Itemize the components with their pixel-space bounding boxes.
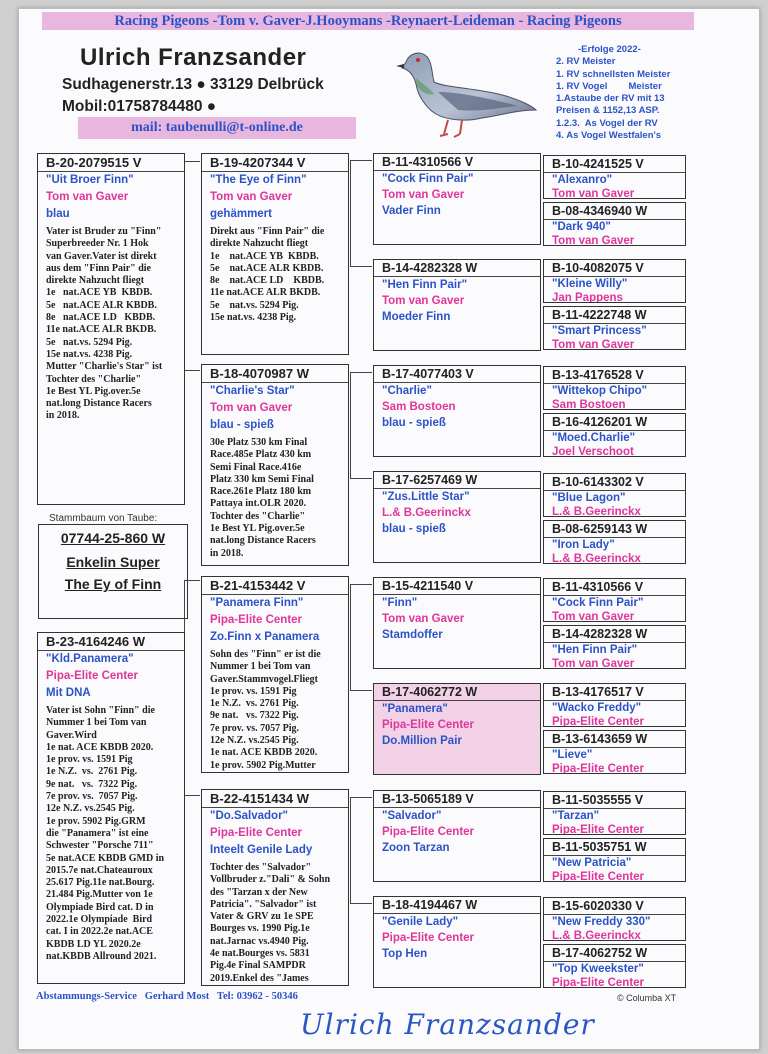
ring-number: B-13-6143659 W [552, 732, 679, 748]
pigeon-info: Vader Finn [382, 205, 441, 217]
pedigree-box-great-grandparent [373, 153, 541, 245]
pigeon-name: "Uit Broer Finn" [46, 174, 134, 186]
breeder-name: Sam Bostoen [552, 399, 626, 410]
success-line: 4. As Vogel Westfalen's [556, 130, 662, 142]
success-line: 1.2.3. As Vogel der RV [556, 117, 658, 129]
owner-mobile: Mobil:01758784480 ● [62, 98, 217, 115]
top-banner-text: Racing Pigeons -Tom v. Gaver-J.Hooymans -Reynaert-Leideman - Racing Pigeons [114, 13, 622, 29]
breeder-name: Tom van Gaver [552, 611, 635, 622]
pedigree-box-great-great-grandparent [543, 520, 686, 564]
pigeon-name: "New Freddy 330" [552, 916, 651, 928]
pigeon-info: Do.Million Pair [382, 735, 462, 747]
pigeon-name: "Cock Finn Pair" [382, 173, 474, 185]
ring-number: B-10-4082075 V [552, 261, 679, 277]
pigeon-info: Moeder Finn [382, 311, 451, 323]
pigeon-info: Top Hen [382, 948, 428, 960]
ring-number: B-10-4241525 V [552, 157, 679, 173]
breeder-name: Pipa-Elite Center [46, 670, 139, 682]
pedigree-box-grandparent [201, 364, 349, 566]
breeder-name: Pipa-Elite Center [552, 977, 645, 988]
owner-name: Ulrich Franzsander [80, 44, 307, 71]
connector-line [350, 690, 372, 691]
ring-number: B-18-4194467 W [382, 898, 534, 914]
pigeon-name: "New Patricia" [552, 857, 632, 869]
pedigree-box-great-grandparent [373, 790, 541, 882]
pedigree-box-grandparent [201, 153, 349, 355]
breeder-name: L.& B.Geerinckx [552, 506, 641, 517]
owner-address: Sudhagenerstr.13 ● 33129 Delbrück [62, 76, 324, 93]
pigeon-name: "Blue Lagon" [552, 492, 626, 504]
stammbaum-ring: 07744-25-860 W [60, 530, 166, 546]
pigeon-description: Direkt aus "Finn Pair" die direkte Nahzucht fliegt 1e nat.ACE YB KBDB. 5e nat.ACE ALR KBDB. 8e nat.ACE LD KBDB. 11e nat.ACE ALR BKDB. 5e nat.vs. 5294 Pig. 15e nat.vs. 4238 Pig. [210, 226, 325, 324]
connector-line [350, 584, 372, 585]
pedigree-box-great-great-grandparent [543, 791, 686, 835]
ring-number: B-17-6257469 W [382, 473, 534, 489]
connector-line [350, 372, 372, 373]
pigeon-info: Inteelt Genile Lady [210, 844, 313, 856]
breeder-name: L.& B.Geerinckx [552, 930, 641, 941]
ring-number: B-13-5065189 V [382, 792, 534, 808]
pedigree-box-great-great-grandparent [543, 259, 686, 303]
breeder-name: Pipa-Elite Center [552, 871, 645, 882]
breeder-name: Tom van Gaver [46, 191, 129, 203]
ring-number: B-13-4176528 V [552, 368, 679, 384]
connector-line [350, 797, 372, 798]
ring-number: B-14-4282328 W [552, 627, 679, 643]
success-line: 2. RV Meister [556, 56, 616, 68]
ring-number: B-18-4070987 W [210, 366, 342, 383]
pigeon-description: Vater ist Sohn "Finn" die Nummer 1 bei Tom van Gaver.Wird 1e nat. ACE KBDB 2020. 1e prov. vs. 1591 Pig 1e N.Z. vs. 2761 Pig. 9e nat. vs. 7322 Pig. 7e prov. vs. 7057 Pig. 12e N.Z. vs.2545 Pig. 1e prov. 5902 Pig.GRM die "Panamera" ist eine Schwester "Porsche 711" 5e nat.ACE KBDB GMD in 2015.7e nat.Chateauroux 25.617 Pig.11e nat.Bourg. 21.484 Pig.Mutter von 1e Olympiade Bird cat. D in 2022.1e Olympiade Bird cat. I in 2022.2e nat.ACE KBDB LD YL 2020.2e nat.KBDB Allround 2021. [46, 705, 165, 962]
pedigree-box-great-grandparent [373, 577, 541, 669]
footer-copyright: © Columba XT [617, 993, 677, 1003]
connector-line [184, 161, 200, 162]
pigeon-info: Stamdoffer [382, 629, 443, 641]
pigeon-name: "Kleine Willy" [552, 278, 628, 290]
pigeon-info: Mit DNA [46, 687, 91, 699]
signature: Ulrich Franzsander [300, 1008, 595, 1041]
pedigree-box-great-great-grandparent [543, 155, 686, 199]
breeder-name: L.& B.Geerinckx [552, 553, 641, 564]
breeder-name: Pipa-Elite Center [382, 719, 475, 731]
breeder-name: Pipa-Elite Center [210, 614, 303, 626]
breeder-name: Tom van Gaver [382, 613, 465, 625]
pigeon-name: "Kld.Panamera" [46, 653, 134, 665]
top-banner [42, 12, 694, 30]
connector-line [350, 797, 351, 904]
pedigree-box-great-great-grandparent [543, 944, 686, 988]
pigeon-name: "Salvador" [382, 810, 442, 822]
pigeon-name: "Hen Finn Pair" [552, 644, 638, 656]
pigeon-info: blau - spieß [382, 523, 446, 535]
breeder-name: Pipa-Elite Center [552, 763, 645, 774]
stammbaum-line1: Enkelin Super [66, 554, 160, 570]
breeder-name: Pipa-Elite Center [382, 932, 475, 944]
pedigree-box-great-great-grandparent [543, 366, 686, 410]
connector-line [184, 795, 200, 796]
pedigree-box-mother [37, 632, 185, 984]
connector-line [350, 584, 351, 691]
pigeon-name: "Iron Lady" [552, 539, 615, 551]
pedigree-box-great-grandparent [373, 471, 541, 563]
ring-number: B-11-4310566 V [382, 155, 534, 171]
breeder-name: Tom van Gaver [552, 188, 635, 199]
ring-number: B-22-4151434 W [210, 791, 342, 808]
pigeon-name: "Lieve" [552, 749, 593, 761]
pedigree-box-great-grandparent [373, 259, 541, 351]
pedigree-box-grandparent [201, 789, 349, 986]
connector-line [350, 372, 351, 479]
ring-number: B-21-4153442 V [210, 578, 342, 595]
pedigree-box-great-great-grandparent [543, 306, 686, 350]
stammbaum-label: Stammbaum von Taube: [46, 513, 160, 524]
breeder-name: Joel Verschoot [552, 446, 634, 457]
footer-service: Abstammungs-Service Gerhard Most Tel: 03962 - 50346 [36, 991, 298, 1002]
pigeon-description: Sohn des "Finn" er ist die Nummer 1 bei Tom van Gaver.Stammvogel.Fliegt 1e prov. vs. 1591 Pig 1e N.Z. vs. 2761 Pig. 9e nat. vs. 7322 Pig. 7e prov. vs. 7057 Pig. 12e N.Z. vs.2545 Pig. 1e nat. ACE KBDB 2020. 1e prov. 5902 Pig.Mutter [210, 649, 321, 771]
pigeon-info: Zo.Finn x Panamera [210, 631, 320, 643]
breeder-name: Tom van Gaver [210, 402, 293, 414]
ring-number: B-17-4062772 W [382, 685, 534, 701]
pedigree-box-great-grandparent [373, 896, 541, 988]
breeder-name: Tom van Gaver [382, 189, 465, 201]
pigeon-name: "Tarzan" [552, 810, 600, 822]
success-line: 1. RV schnellsten Meister [556, 68, 671, 80]
pigeon-name: "Top Kweekster" [552, 963, 644, 975]
breeder-name: Pipa-Elite Center [552, 716, 645, 727]
breeder-name: Tom van Gaver [552, 235, 635, 246]
connector-line [350, 160, 372, 161]
ring-number: B-19-4207344 V [210, 155, 342, 172]
pedigree-box-great-grandparent [373, 365, 541, 457]
pedigree-box-great-grandparent [373, 683, 541, 775]
pigeon-info: gehämmert [210, 208, 272, 220]
ring-number: B-17-4077403 V [382, 367, 534, 383]
pigeon-name: "Finn" [382, 597, 418, 609]
success-line: 1.Astaube der RV mit 13 [556, 93, 665, 105]
pigeon-name: "Hen Finn Pair" [382, 279, 468, 291]
pigeon-description: Tochter des "Salvador" Vollbruder z."Dali" & Sohn des "Tarzan x der New Patricia". "Salvador" ist Vater & GRV zu 1e SPE Bourges vs. 1990 Pig.1e nat.Jarnac vs.4940 Pig. 4e nat.Bourges vs. 5831 Pig.4e Final SAMPDR 2019.Enkel des "James [210, 862, 331, 984]
pigeon-name: "Charlie's Star" [210, 385, 295, 397]
email-banner [78, 117, 356, 139]
pigeon-info: blau - spieß [210, 419, 274, 431]
connector-line [350, 266, 372, 267]
ring-number: B-11-5035555 V [552, 793, 679, 809]
pigeon-name: "Panamera Finn" [210, 597, 304, 609]
pigeon-description: Vater ist Bruder zu "Finn" Superbreeder Nr. 1 Hok van Gaver.Vater ist direkt aus dem "Finn Pair" die direkte Nahzucht fliegt 1e nat.ACE YB KBDB. 5e nat.ACE ALR KBDB. 8e nat.ACE LD KBDB. 11e nat.ACE ALR BKDB. 5e nat.vs. 5294 Pig. 15e nat.vs. 4238 Pig. Mutter "Charlie's Star" ist Tochter des "Charlie" 1e Best YL Pig.over.5e nat.long Distance Racers in 2018. [46, 226, 163, 422]
ring-number: B-13-4176517 V [552, 685, 679, 701]
pedigree-box-great-great-grandparent [543, 578, 686, 622]
ring-number: B-16-4126201 W [552, 415, 679, 431]
ring-number: B-08-6259143 W [552, 522, 679, 538]
pigeon-name: "Alexanro" [552, 174, 613, 186]
pigeon-name: "The Eye of Finn" [210, 174, 307, 186]
email-text: mail: taubenulli@t-online.de [131, 120, 303, 135]
ring-number: B-10-6143302 V [552, 475, 679, 491]
ring-number: B-14-4282328 W [382, 261, 534, 277]
pedigree-box-great-great-grandparent [543, 202, 686, 246]
pedigree-box-great-great-grandparent [543, 625, 686, 669]
pigeon-description: 30e Platz 530 km Final Race.485e Platz 430 km Semi Final Race.416e Platz 330 km Semi Final Race.261e Platz 180 km Pattaya int.OLR 2020. Tochter des "Charlie" 1e Best YL Pig.over.5e nat.long Distance Racers in 2018. [210, 437, 316, 559]
pigeon-name: "Panamera" [382, 703, 448, 715]
pigeon-color: blau [46, 208, 70, 220]
breeder-name: Pipa-Elite Center [210, 827, 303, 839]
ring-number: B-15-4211540 V [382, 579, 534, 595]
connector-line [184, 370, 200, 371]
pigeon-name: "Wittekop Chipo" [552, 385, 648, 397]
pigeon-name: "Do.Salvador" [210, 810, 289, 822]
ring-number: B-15-6020330 V [552, 899, 679, 915]
breeder-name: Tom van Gaver [382, 295, 465, 307]
pedigree-box-great-great-grandparent [543, 683, 686, 727]
pigeon-name: "Smart Princess" [552, 325, 647, 337]
ring-number: B-23-4164246 W [46, 634, 178, 651]
pigeon-name: "Moed.Charlie" [552, 432, 636, 444]
success-line: Preisen & 1152,13 ASP. [556, 105, 660, 117]
pigeon-info: Zoon Tarzan [382, 842, 450, 854]
pigeon-name: "Cock Finn Pair" [552, 597, 644, 609]
pedigree-box-great-great-grandparent [543, 730, 686, 774]
pigeon-name: "Wacko Freddy" [552, 702, 642, 714]
pigeon-info: blau - spieß [382, 417, 446, 429]
success-line: 1. RV Vogel Meister [556, 80, 662, 92]
connector-line [350, 903, 372, 904]
ring-number: B-11-4222748 W [552, 308, 679, 324]
ring-number: B-11-4310566 V [552, 580, 679, 596]
pedigree-box-great-great-grandparent [543, 413, 686, 457]
pigeon-name: "Dark 940" [552, 221, 611, 233]
breeder-name: L.& B.Geerinckx [382, 507, 471, 519]
breeder-name: Tom van Gaver [552, 339, 635, 350]
successes-list [556, 44, 696, 142]
ring-number: B-08-4346940 W [552, 204, 679, 220]
pedigree-box-grandparent [201, 576, 349, 773]
breeder-name: Tom van Gaver [552, 658, 635, 669]
pedigree-box-great-great-grandparent [543, 838, 686, 882]
ring-number: B-20-2079515 V [46, 155, 178, 172]
connector-line [350, 478, 372, 479]
connector-line [350, 160, 351, 267]
breeder-name: Sam Bostoen [382, 401, 456, 413]
successes-title: -Erfolge 2022- [578, 44, 641, 55]
breeder-name: Jan Pappens [552, 292, 623, 303]
pedigree-box-father [37, 153, 185, 505]
pedigree-box-great-great-grandparent [543, 897, 686, 941]
breeder-name: Pipa-Elite Center [552, 824, 645, 835]
pigeon-name: "Genile Lady" [382, 916, 459, 928]
breeder-name: Pipa-Elite Center [382, 826, 475, 838]
stammbaum-line2: The Ey of Finn [64, 576, 162, 592]
ring-number: B-11-5035751 W [552, 840, 679, 856]
pigeon-icon [388, 44, 538, 144]
ring-number: B-17-4062752 W [552, 946, 679, 962]
breeder-name: Tom van Gaver [210, 191, 293, 203]
pedigree-box-great-great-grandparent [543, 473, 686, 517]
pigeon-name: "Charlie" [382, 385, 432, 397]
pigeon-name: "Zus.Little Star" [382, 491, 470, 503]
